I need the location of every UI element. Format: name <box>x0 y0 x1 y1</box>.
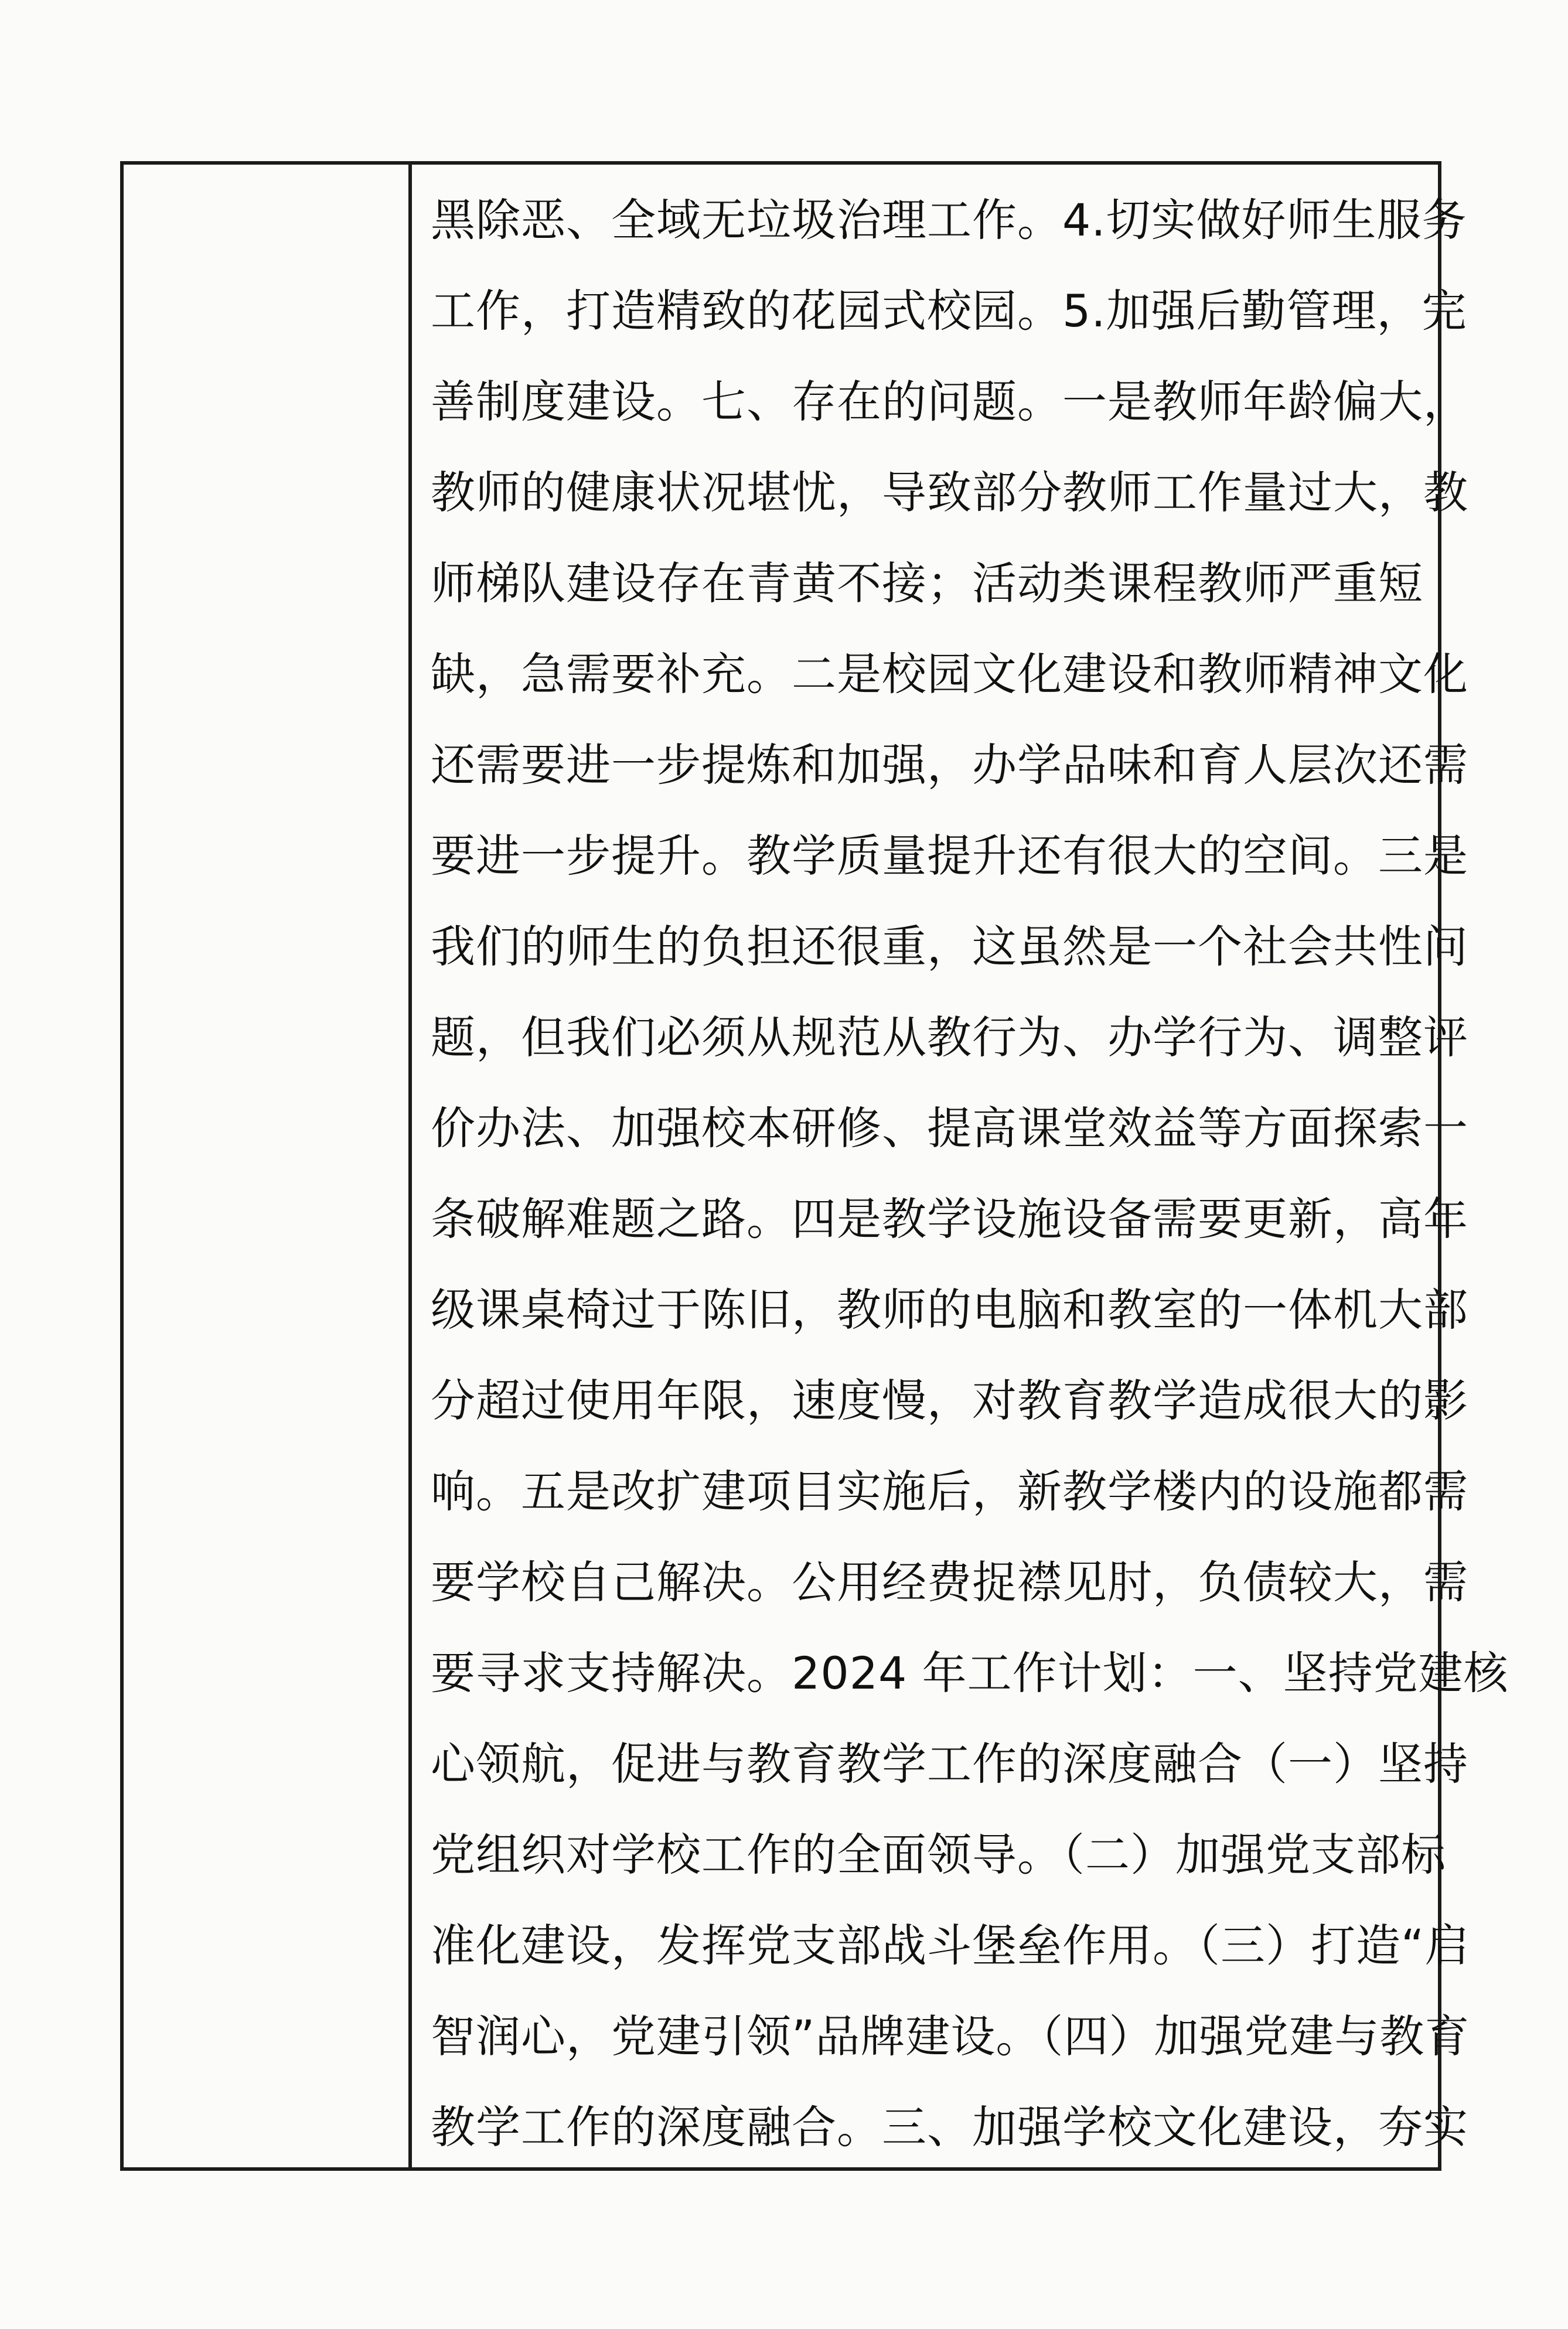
content-line-17: 要寻求支持解决。2024 年工作计划：一、坚持党建核 <box>431 1647 1509 1699</box>
content-line-22: 教学工作的深度融合。三、加强学校文化建设，夯实 <box>431 2101 1468 2153</box>
content-line-8: 要进一步提升。教学质量提升还有很大的空间。三是 <box>431 830 1468 882</box>
content-line-19: 党组织对学校工作的全面领导。（二）加强党支部标 <box>431 1829 1446 1881</box>
content-line-6: 缺，急需要补充。二是校园文化建设和教师精神文化 <box>431 648 1468 700</box>
content-line-16: 要学校自己解决。公用经费捉襟见肘，负债较大，需 <box>431 1556 1468 1608</box>
content-line-14: 分超过使用年限，速度慢，对教育教学造成很大的影 <box>431 1375 1468 1427</box>
content-line-3: 善制度建设。七、存在的问题。一是教师年龄偏大， <box>431 376 1468 428</box>
empty-label-column <box>124 165 412 2167</box>
content-line-11: 价办法、加强校本研修、提高课堂效益等方面探索一 <box>431 1102 1468 1154</box>
content-line-10: 题，但我们必须从规范从教行为、办学行为、调整评 <box>431 1011 1468 1063</box>
content-line-18: 心领航，促进与教育教学工作的深度融合（一）坚持 <box>431 1738 1468 1790</box>
content-line-4: 教师的健康状况堪忧，导致部分教师工作量过大，教 <box>431 466 1468 519</box>
content-line-2: 工作，打造精致的花园式校园。5.加强后勤管理，完 <box>431 285 1467 337</box>
content-line-9: 我们的师生的负担还很重，这虽然是一个社会共性问 <box>431 920 1468 973</box>
content-column <box>412 165 1509 2167</box>
content-line-12: 条破解难题之路。四是教学设施设备需要更新，高年 <box>431 1193 1468 1245</box>
content-line-5: 师梯队建设存在青黄不接；活动类课程教师严重短 <box>431 557 1423 609</box>
content-line-1: 黑除恶、全域无垃圾治理工作。4.切实做好师生服务 <box>431 194 1467 246</box>
content-line-21: 智润心，党建引领”品牌建设。（四）加强党建与教育 <box>431 2010 1470 2062</box>
form-table <box>120 161 1509 2171</box>
content-line-20: 准化建设，发挥党支部战斗堡垒作用。（三）打造“启 <box>431 1919 1470 1972</box>
content-line-7: 还需要进一步提炼和加强，办学品味和育人层次还需 <box>431 739 1468 791</box>
content-line-13: 级课桌椅过于陈旧，教师的电脑和教室的一体机大部 <box>431 1284 1468 1336</box>
content-line-15: 响。五是改扩建项目实施后，新教学楼内的设施都需 <box>431 1465 1468 1518</box>
